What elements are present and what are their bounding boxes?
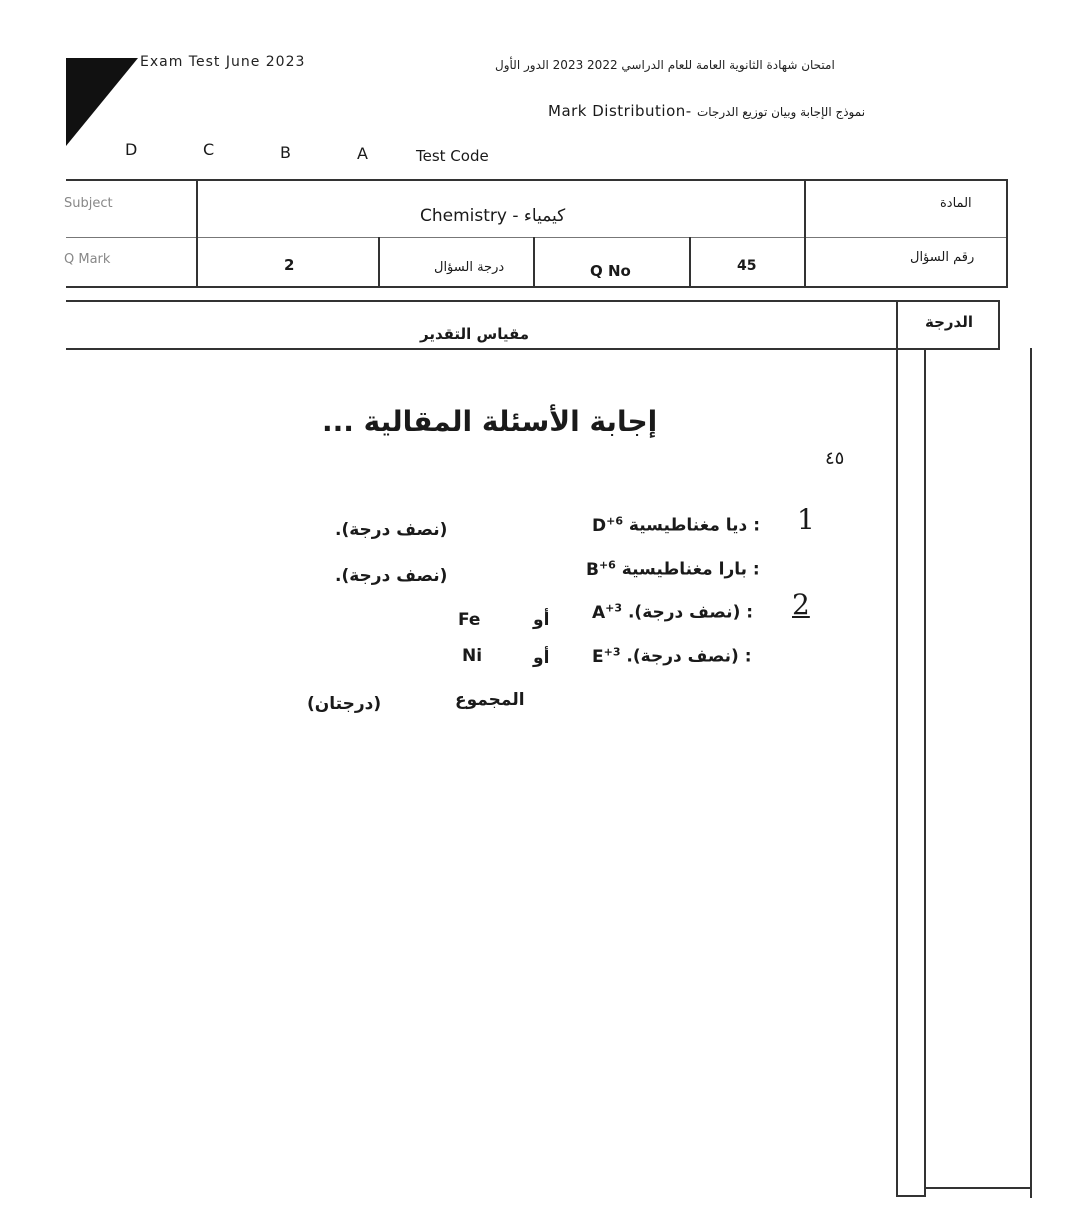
answer-line-3 (592, 601, 753, 623)
mark-distribution-label: Mark Distribution- (548, 102, 692, 120)
answer-line-2 (586, 558, 760, 580)
answer-line-1 (592, 514, 760, 536)
line4-or: أو (533, 648, 550, 668)
question-number-text: ٤٥ (825, 448, 845, 469)
line2-ion: $B^{+6}$ (586, 558, 616, 580)
corner-mark (66, 58, 138, 146)
qmark-value: 2 (284, 256, 295, 274)
subject-label-ar: المادة (940, 196, 972, 211)
test-code-c: C (203, 140, 215, 159)
line3-ion: $A^{+3}$ (592, 601, 623, 623)
line3-element: Fe (458, 610, 481, 630)
item-2-number: 2 (792, 588, 810, 621)
item-1-number: 1 (797, 503, 815, 536)
answer-line-4 (592, 645, 752, 667)
test-code-a: A (357, 144, 368, 163)
question-number (825, 448, 844, 469)
line2-mark: (نصف درجة). (335, 566, 448, 586)
line2-text: : بارا مغناطيسية (621, 559, 760, 580)
mark-distribution-line (548, 102, 865, 120)
line3-text: : (نصف درجة). (627, 602, 754, 623)
model-answer-label: نموذج الإجابة وبيان توزيع الدرجات (696, 105, 866, 119)
essay-heading: إجابة الأسئلة المقالية ... (322, 405, 658, 438)
line1-mark: (نصف درجة). (335, 520, 448, 540)
subject-label-en: Subject (64, 196, 113, 211)
line1-ion: $D^{+6}$ (592, 514, 623, 536)
test-code-d: D (125, 140, 138, 159)
line1-text: : ديا مغناطيسية (628, 515, 760, 536)
total-label: المجموع (455, 690, 525, 710)
test-code-b: B (280, 143, 291, 162)
qno-label-ar: رقم السؤال (910, 250, 975, 265)
test-code-label: Test Code (416, 147, 489, 165)
subject-value: كيمياء - Chemistry (420, 206, 566, 226)
scale-title: مقياس التقدير (420, 325, 530, 343)
exam-title-en: Exam Test June 2023 (140, 54, 306, 70)
line3-or: أو (533, 610, 550, 630)
grade-label: الدرجة (925, 313, 973, 331)
exam-title-ar: امتحان شهادة الثانوية العامة للعام الدراسي 2022 2023 الدور الأول (495, 58, 835, 72)
total-value: (درجتان) (307, 694, 382, 714)
line4-text: : (نصف درجة). (626, 646, 752, 667)
qmark-label-en: Q Mark (64, 252, 111, 267)
qno-value: 45 (737, 258, 757, 274)
qmark-label-ar: درجة السؤال (434, 260, 505, 275)
line4-element: Ni (462, 646, 483, 666)
qno-label-en: Q No (590, 262, 631, 280)
line4-ion: $E^{+3}$ (592, 645, 621, 667)
